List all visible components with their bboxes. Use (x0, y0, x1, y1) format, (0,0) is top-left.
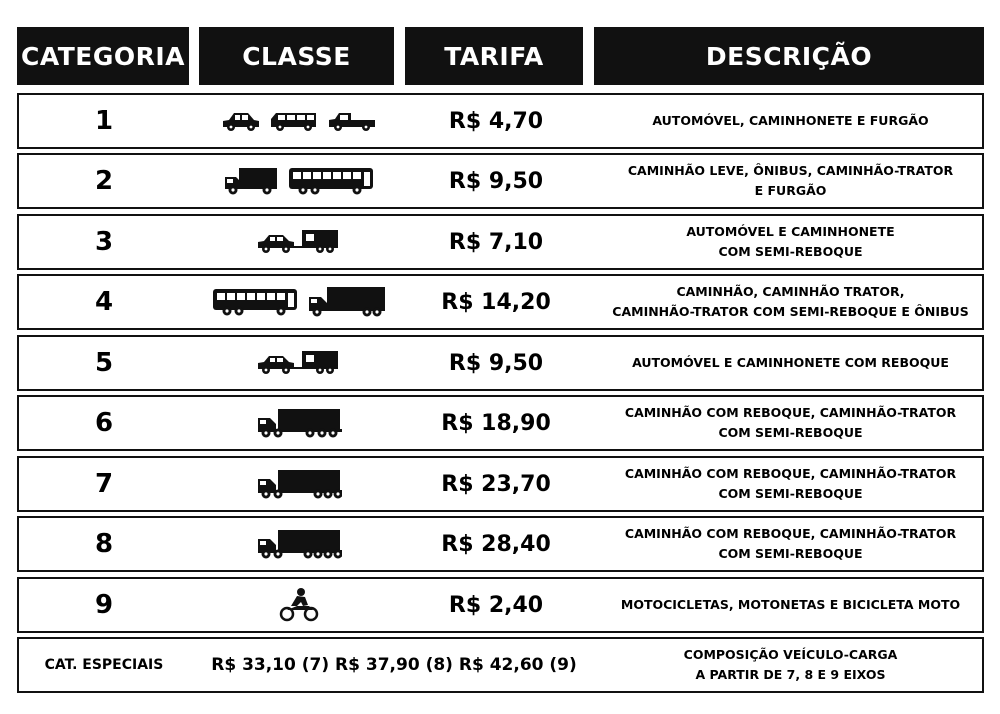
car-with-trailer-icon (256, 349, 342, 377)
tariff-value: R$ 28,40 (441, 531, 551, 557)
table-row (17, 214, 984, 270)
special-category-label: CAT. ESPECIAIS (44, 657, 164, 673)
description-line: COM SEMI-REBOQUE (718, 244, 863, 259)
category-number: 6 (94, 408, 114, 438)
description-line: COM SEMI-REBOQUE (718, 546, 863, 561)
category-number: 7 (94, 469, 114, 499)
vehicle-class-icons (201, 458, 397, 510)
vehicle-class-icons (201, 276, 397, 328)
bus-icon (287, 166, 375, 196)
tariff-value: R$ 4,70 (448, 108, 544, 134)
category-number: 9 (94, 590, 114, 620)
special-description-line: COMPOSIÇÃO VEÍCULO-CARGA (683, 647, 898, 662)
table-row (17, 93, 984, 149)
table-row (17, 274, 984, 330)
tariff-value: R$ 2,40 (448, 592, 544, 618)
category-description (597, 397, 984, 449)
header-tarifa: TARIFA (405, 27, 583, 85)
tariff-value: R$ 7,10 (448, 229, 544, 255)
category-description (597, 458, 984, 510)
description-line: CAMINHÃO COM REBOQUE, CAMINHÃO-TRATOR (624, 405, 957, 420)
header-descricao: DESCRIÇÃO (594, 27, 984, 85)
tariff-value: R$ 9,50 (448, 350, 544, 376)
category-description (597, 276, 984, 328)
description-line: CAMINHÃO LEVE, ÔNIBUS, CAMINHÃO-TRATOR (627, 163, 954, 178)
table-row (17, 395, 984, 451)
truck-3-axle-icon (256, 408, 342, 438)
description-line: CAMINHÃO-TRATOR COM SEMI-REBOQUE E ÔNIBUS (612, 304, 969, 319)
special-description (597, 639, 984, 691)
table-row (17, 153, 984, 209)
tariff-value: R$ 14,20 (441, 289, 551, 315)
category-description (597, 518, 984, 570)
bus-icon (211, 287, 299, 317)
vehicle-class-icons (201, 579, 397, 631)
tariff-value: R$ 9,50 (448, 168, 544, 194)
category-number: 4 (94, 287, 114, 317)
header-classe: CLASSE (199, 27, 394, 85)
table-row (17, 456, 984, 512)
category-description (597, 579, 984, 631)
category-number: 2 (94, 166, 114, 196)
vehicle-class-icons (201, 95, 397, 147)
light-truck-icon (223, 167, 279, 195)
description-line: AUTOMÓVEL E CAMINHONETE (686, 224, 895, 239)
truck-5-axle-icon (256, 529, 342, 559)
tariff-value: R$ 23,70 (441, 471, 551, 497)
special-description-line: A PARTIR DE 7, 8 E 9 EIXOS (695, 667, 886, 682)
tariff-value: R$ 18,90 (441, 410, 551, 436)
special-tariffs: R$ 33,10 (7) R$ 37,90 (8) R$ 42,60 (9) (211, 655, 577, 675)
category-description (597, 216, 984, 268)
description-line: MOTOCICLETAS, MOTONETAS E BICICLETA MOTO (620, 597, 961, 612)
table-row (17, 516, 984, 572)
table-row (17, 577, 984, 633)
description-line: E FURGÃO (754, 183, 827, 198)
motorcycle-icon (279, 588, 319, 622)
description-line: COM SEMI-REBOQUE (718, 486, 863, 501)
category-number: 5 (94, 348, 114, 378)
table-row (17, 335, 984, 391)
van-icon (269, 110, 319, 132)
vehicle-class-icons (201, 397, 397, 449)
description-line: AUTOMÓVEL, CAMINHONETE E FURGÃO (652, 113, 929, 128)
truck-4-axle-icon (256, 469, 342, 499)
header-categoria: CATEGORIA (17, 27, 189, 85)
category-number: 3 (94, 227, 114, 257)
table-row-special (17, 637, 984, 693)
category-description (597, 155, 984, 207)
category-description (597, 337, 984, 389)
description-line: CAMINHÃO COM REBOQUE, CAMINHÃO-TRATOR (624, 466, 957, 481)
description-line: CAMINHÃO COM REBOQUE, CAMINHÃO-TRATOR (624, 526, 957, 541)
vehicle-class-icons (201, 216, 397, 268)
category-number: 8 (94, 529, 114, 559)
description-line: AUTOMÓVEL E CAMINHONETE COM REBOQUE (632, 355, 949, 370)
vehicle-class-icons (201, 155, 397, 207)
pickup-icon (327, 110, 377, 132)
vehicle-class-icons (201, 337, 397, 389)
description-line: CAMINHÃO, CAMINHÃO TRATOR, (676, 284, 905, 299)
car-icon (221, 110, 261, 132)
vehicle-class-icons (201, 518, 397, 570)
category-description (597, 95, 984, 147)
description-line: COM SEMI-REBOQUE (718, 425, 863, 440)
car-with-trailer-icon (256, 228, 342, 256)
category-number: 1 (94, 106, 114, 136)
truck-icon (307, 286, 387, 318)
